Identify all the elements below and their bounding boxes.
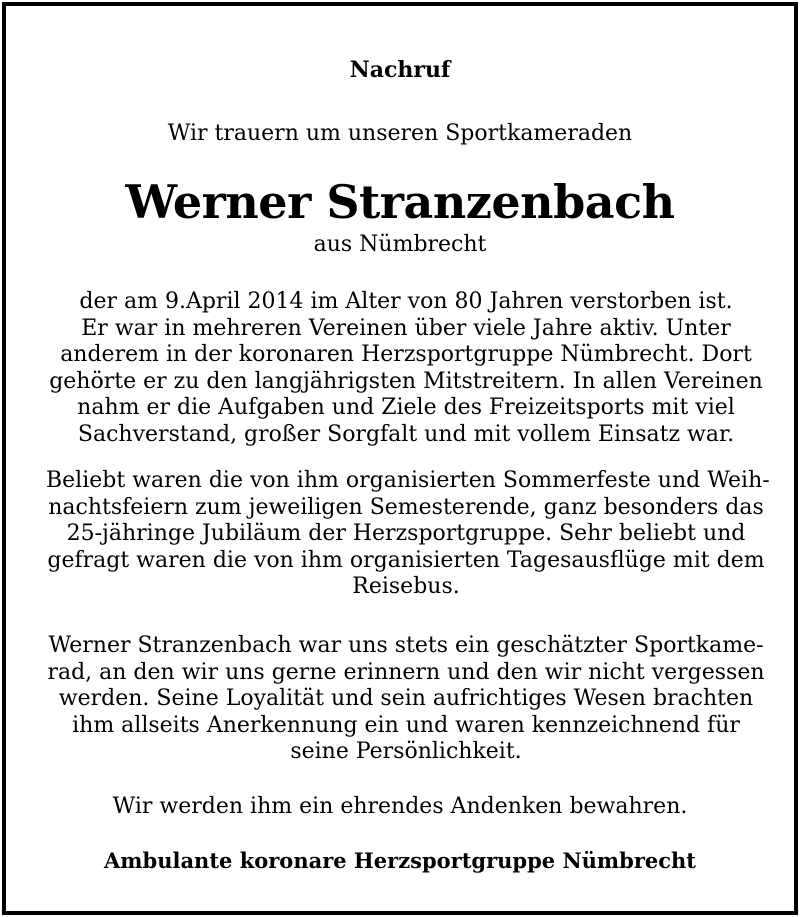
text-line: anderem in der koronaren Herzsportgruppe Nümbrecht. Dort xyxy=(60,342,752,368)
text-line: der am 9.April 2014 im Alter von 80 Jahren verstorben ist. xyxy=(79,289,733,314)
text-line: nahm er die Aufgaben und Ziele des Freizeitsports mit viel xyxy=(77,395,735,421)
deceased-name: Werner Stranzenbach xyxy=(125,175,675,229)
obituary-frame xyxy=(2,2,798,915)
paragraph-biography xyxy=(46,289,766,449)
text-line: Er war in mehreren Vereinen über viele Jahre aktiv. Unter xyxy=(81,315,731,341)
text-line: rad, an den wir uns gerne erinnern und den wir nicht vergessen xyxy=(47,659,765,685)
text-line: Reisebus. xyxy=(352,574,460,600)
text-line: werden. Seine Loyalität und sein aufrichtiges Wesen brachten xyxy=(58,686,754,712)
text-line: gehörte er zu den langjährigsten Mitstreitern. In allen Vereinen xyxy=(49,368,763,394)
text-line: seine Persönlichkeit. xyxy=(290,739,522,765)
text-line: gefragt waren die von ihm organisierten Tagesausflüge mit dem xyxy=(47,547,765,573)
signature-organization: Ambulante koronare Herzsportgruppe Nümbrecht xyxy=(104,848,696,873)
text-line: Beliebt waren die von ihm organisierten Sommerfeste und Weih- xyxy=(46,468,770,493)
text-line: nachtsfeiern zum jeweiligen Semesterende, ganz besonders das xyxy=(48,494,764,520)
closing-line: Wir werden ihm ein ehrendes Andenken bewahren. xyxy=(112,794,688,819)
text-line: 25-jähringe Jubiläum der Herzsportgruppe. Sehr beliebt und xyxy=(66,521,746,547)
paragraph-events xyxy=(46,468,770,601)
deceased-origin: aus Nümbrecht xyxy=(313,232,487,257)
notice-heading: Nachruf xyxy=(349,57,451,83)
intro-line: Wir trauern um unseren Sportkameraden xyxy=(167,121,633,146)
paragraph-tribute xyxy=(46,633,766,766)
text-line: ihm allseits Anerkennung ein und waren kennzeichnend für xyxy=(72,712,740,738)
text-line: Sachverstand, großer Sorgfalt und mit vollem Einsatz war. xyxy=(77,421,735,447)
text-line: Werner Stranzenbach war uns stets ein geschätzter Sportkame- xyxy=(48,633,764,658)
